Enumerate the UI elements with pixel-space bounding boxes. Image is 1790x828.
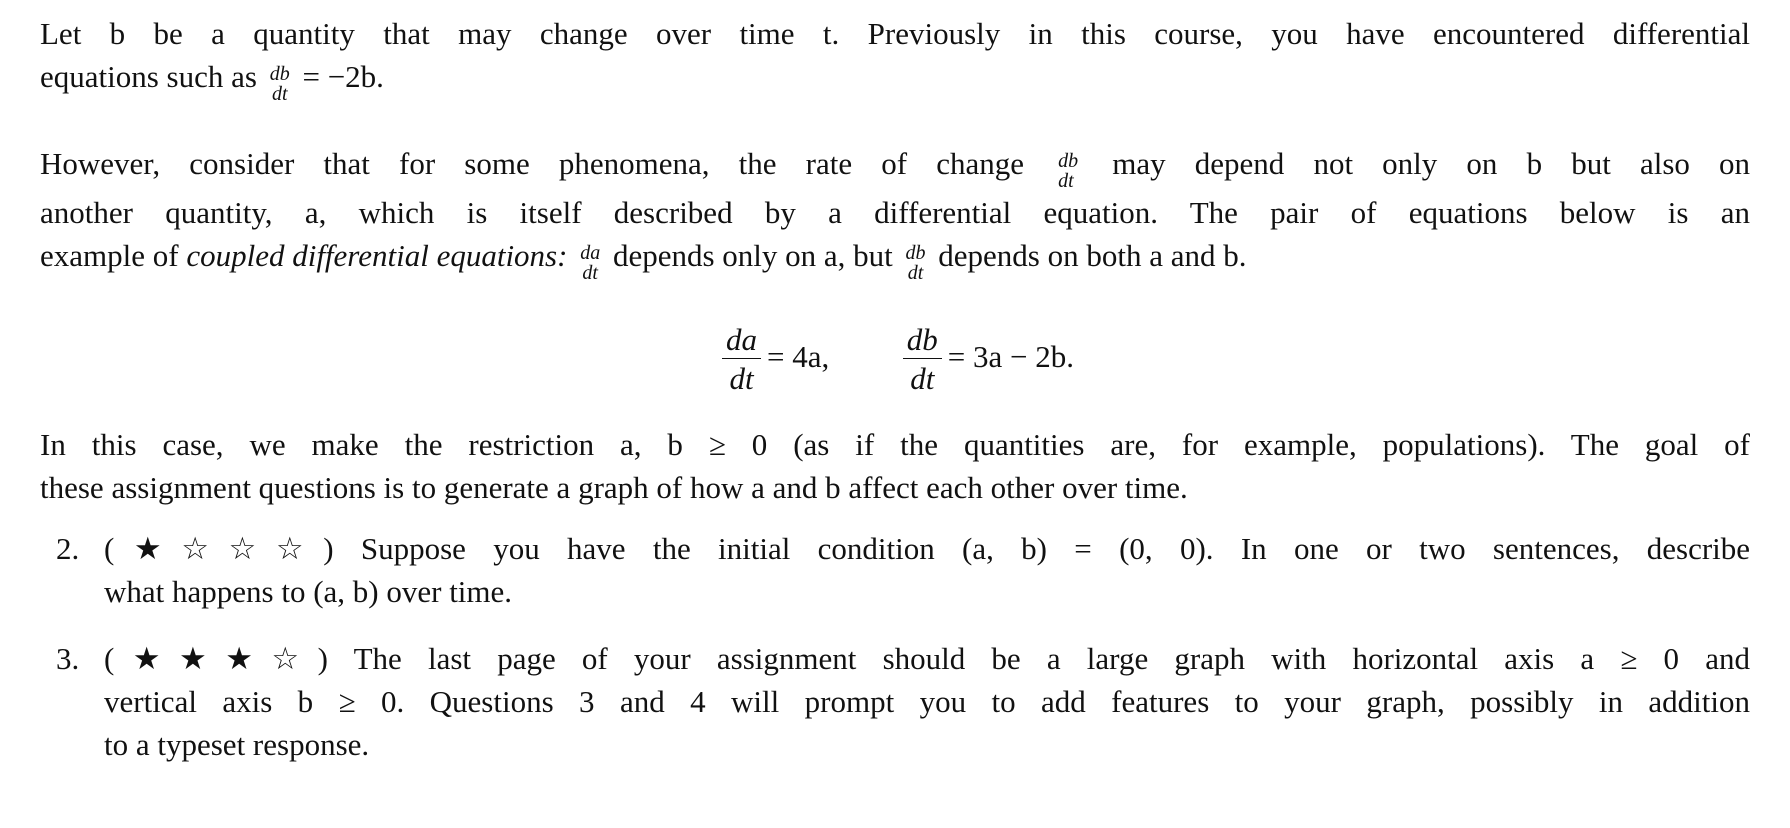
intro-line-2-prefix: equations such as bbox=[40, 59, 257, 94]
inline-fraction-db-dt bbox=[268, 64, 292, 104]
coupled-seg-4: depends only on a, but bbox=[612, 238, 893, 274]
intro-line-1: Let b be a quantity that may change over time t. Previously in this course, you have encountered differential bbox=[40, 16, 1750, 51]
question-item bbox=[40, 637, 1750, 766]
intro-line-2-suffix: = −2b. bbox=[302, 59, 384, 94]
coupled-seg-3: example of bbox=[40, 238, 179, 274]
fraction-numerator: db bbox=[1058, 150, 1079, 173]
question-line-1 bbox=[104, 637, 1750, 680]
fraction-denominator: dt bbox=[729, 361, 754, 397]
question-line-2: what happens to (a, b) over time. bbox=[104, 574, 513, 610]
inline-fraction-da-dt bbox=[578, 243, 602, 283]
question-line-3: to a typeset response. bbox=[104, 727, 370, 763]
equation-2-rhs: = 3a − 2b. bbox=[947, 339, 1074, 375]
equation-1-rhs: = 4a, bbox=[767, 339, 830, 375]
fraction-denominator: dt bbox=[582, 262, 598, 285]
difficulty-stars: (★☆☆☆) bbox=[104, 531, 334, 567]
fraction-numerator: db bbox=[903, 324, 942, 360]
fraction-denominator: dt bbox=[1058, 170, 1074, 193]
coupled-seg-5: depends on both a and b. bbox=[938, 238, 1247, 274]
question-text-1: Suppose you have the initial condition (a, b) = (0, 0). In one or two sentences, describe bbox=[360, 531, 1751, 567]
question-item bbox=[40, 527, 1750, 613]
question-list bbox=[40, 527, 1750, 766]
inline-fraction-db-dt bbox=[904, 243, 928, 283]
fraction-denominator: dt bbox=[907, 262, 924, 285]
fraction-numerator: da bbox=[722, 324, 761, 360]
inline-fraction-db-dt bbox=[1056, 151, 1080, 191]
difficulty-stars: (★★★☆) bbox=[104, 641, 328, 677]
question-text-1: The last page of your assignment should be a large graph with horizontal axis a ≥ 0 and bbox=[353, 641, 1750, 677]
restriction-paragraph bbox=[40, 423, 1750, 509]
display-fraction-da-dt bbox=[722, 321, 761, 397]
fraction-numerator: db bbox=[905, 242, 926, 265]
coupled-line-2: another quantity, a, which is itself described by a differential equation. The pair of equations below is an bbox=[40, 195, 1750, 231]
question-number: 2. bbox=[56, 531, 80, 567]
fraction-denominator: dt bbox=[271, 83, 288, 106]
question-number: 3. bbox=[56, 641, 80, 677]
fraction-denominator: dt bbox=[910, 361, 935, 397]
coupled-emphasis: coupled differential equations: bbox=[186, 238, 568, 274]
restriction-line-1: In this case, we make the restriction a, b ≥ 0 (as if the quantities are, for example, populations). The goal of bbox=[40, 427, 1750, 463]
intro-paragraph bbox=[40, 12, 1750, 104]
fraction-numerator: db bbox=[269, 63, 290, 86]
restriction-line-2: these assignment questions is to generate a graph of how a and b affect each other over time. bbox=[40, 470, 1188, 506]
display-equations bbox=[40, 309, 1750, 405]
fraction-numerator: da bbox=[580, 242, 601, 265]
coupled-seg-2: may depend not only on b but also on bbox=[1112, 146, 1751, 182]
coupled-paragraph bbox=[40, 142, 1750, 283]
coupled-seg-1: However, consider that for some phenomena, the rate of change bbox=[40, 146, 1024, 182]
coupled-line-1 bbox=[40, 142, 1750, 191]
question-line-2: vertical axis b ≥ 0. Questions 3 and 4 will prompt you to add features to your graph, possibly in addition bbox=[104, 684, 1750, 720]
question-line-1 bbox=[104, 527, 1750, 570]
display-fraction-db-dt bbox=[903, 321, 942, 397]
